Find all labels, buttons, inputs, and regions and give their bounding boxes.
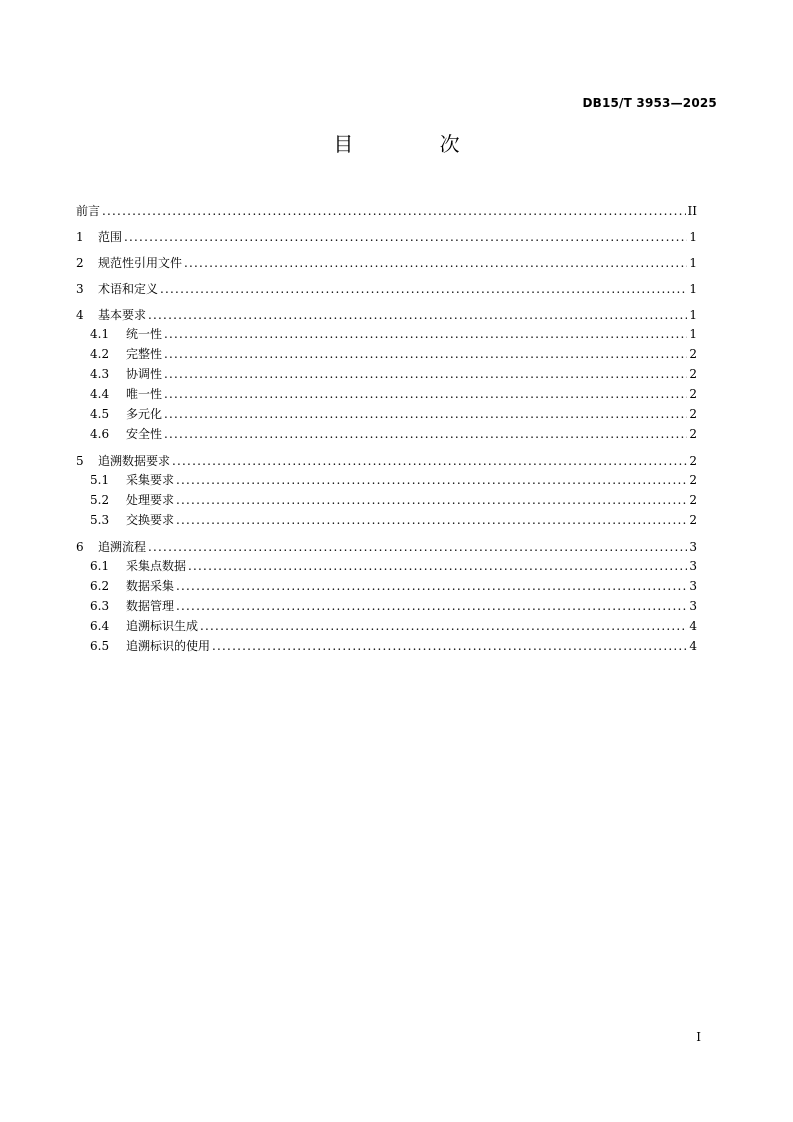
toc-entry-label: 处理要求	[126, 493, 175, 507]
toc-leader-dots	[164, 404, 687, 424]
toc-entry-number: 6	[76, 540, 84, 554]
toc-entry-page: 3	[689, 559, 697, 573]
table-of-contents	[76, 200, 697, 656]
toc-entry-number: 3	[76, 282, 84, 296]
toc-leader-dots	[102, 200, 686, 222]
toc-leader-dots	[176, 596, 687, 616]
toc-entry-number: 6.4	[90, 619, 110, 633]
toc-entry-number: 6.1	[90, 559, 110, 573]
toc-leader-dots	[164, 424, 687, 444]
toc-entry-page: 3	[689, 540, 697, 554]
toc-leader-dots	[176, 576, 687, 596]
toc-entry[interactable]	[76, 364, 697, 384]
toc-leader-dots	[164, 344, 687, 364]
toc-entry-number: 4.4	[90, 387, 110, 401]
toc-leader-dots	[212, 636, 687, 656]
toc-entry-number: 6.5	[90, 639, 110, 653]
toc-entry-label: 协调性	[126, 367, 163, 381]
footer-page-number: I	[696, 1030, 701, 1044]
toc-entry[interactable]	[76, 490, 697, 510]
toc-entry-page: 1	[689, 256, 697, 270]
toc-leader-dots	[176, 490, 687, 510]
toc-entry-label: 采集点数据	[126, 559, 187, 573]
toc-entry[interactable]	[76, 252, 697, 278]
toc-entry-label: 完整性	[126, 347, 163, 361]
toc-entry-label: 安全性	[126, 427, 163, 441]
toc-leader-dots	[164, 384, 687, 404]
toc-entry[interactable]	[76, 470, 697, 490]
toc-leader-dots	[164, 364, 687, 384]
toc-entry[interactable]	[76, 304, 697, 324]
toc-entry-page: 1	[689, 308, 697, 322]
toc-entry[interactable]	[76, 226, 697, 252]
toc-entry-number: 5.3	[90, 513, 110, 527]
toc-entry[interactable]	[76, 536, 697, 556]
toc-entry-label: 交换要求	[126, 513, 175, 527]
toc-entry-number: 5	[76, 454, 84, 468]
toc-entry-label: 唯一性	[126, 387, 163, 401]
toc-entry-label: 追溯标识生成	[126, 619, 199, 633]
toc-leader-dots	[184, 252, 687, 274]
toc-entry[interactable]	[76, 344, 697, 364]
toc-entry-label: 追溯流程	[98, 540, 147, 554]
toc-entry[interactable]	[76, 556, 697, 576]
toc-entry-number: 4.1	[90, 327, 110, 341]
toc-entry-label: 采集要求	[126, 473, 175, 487]
toc-entry[interactable]	[76, 576, 697, 596]
toc-leader-dots	[200, 616, 687, 636]
toc-leader-dots	[164, 324, 687, 344]
toc-leader-dots	[188, 556, 687, 576]
toc-entry[interactable]	[76, 424, 697, 450]
toc-entry-label: 基本要求	[98, 308, 147, 322]
toc-entry[interactable]	[76, 636, 697, 656]
toc-entry-label: 多元化	[126, 407, 163, 421]
toc-entry-number: 6.3	[90, 599, 110, 613]
toc-entry-page: 2	[689, 493, 697, 507]
toc-entry-label: 追溯标识的使用	[126, 639, 211, 653]
toc-leader-dots	[148, 536, 687, 558]
toc-entry-page: 2	[689, 407, 697, 421]
toc-entry[interactable]	[76, 510, 697, 536]
toc-entry-label: 规范性引用文件	[98, 256, 183, 270]
toc-entry[interactable]	[76, 450, 697, 470]
toc-leader-dots	[160, 278, 687, 300]
toc-entry-number: 2	[76, 256, 84, 270]
toc-entry-page: 2	[689, 513, 697, 527]
toc-entry-page: 2	[689, 427, 697, 441]
toc-entry-page: 2	[689, 387, 697, 401]
toc-entry-page: 1	[689, 327, 697, 341]
toc-leader-dots	[176, 470, 687, 490]
toc-entry-page: 4	[689, 619, 697, 633]
toc-entry[interactable]	[76, 278, 697, 304]
toc-entry-page: 4	[689, 639, 697, 653]
toc-entry[interactable]	[76, 404, 697, 424]
toc-entry-label: 数据采集	[126, 579, 175, 593]
toc-entry-number: 1	[76, 230, 84, 244]
toc-entry-page: 3	[689, 579, 697, 593]
toc-leader-dots	[124, 226, 687, 248]
toc-entry-number: 4	[76, 308, 84, 322]
toc-entry-page: 2	[689, 473, 697, 487]
toc-entry[interactable]	[76, 200, 697, 226]
toc-leader-dots	[172, 450, 687, 472]
toc-entry[interactable]	[76, 596, 697, 616]
page-title: 目 次	[333, 132, 500, 156]
toc-entry-page: 2	[689, 367, 697, 381]
toc-entry[interactable]	[76, 616, 697, 636]
toc-entry-number: 4.2	[90, 347, 110, 361]
toc-entry-label: 范围	[98, 230, 123, 244]
toc-entry-label: 前言	[76, 204, 101, 218]
toc-entry-page: 1	[689, 282, 697, 296]
toc-entry-number: 5.1	[90, 473, 110, 487]
toc-entry-number: 5.2	[90, 493, 110, 507]
toc-entry-page: II	[687, 204, 697, 218]
toc-entry-page: 2	[689, 347, 697, 361]
toc-entry-page: 3	[689, 599, 697, 613]
toc-entry[interactable]	[76, 324, 697, 344]
toc-entry[interactable]	[76, 384, 697, 404]
toc-entry-number: 4.5	[90, 407, 110, 421]
toc-entry-number: 4.3	[90, 367, 110, 381]
toc-entry-page: 1	[689, 230, 697, 244]
toc-leader-dots	[176, 510, 687, 530]
toc-entry-label: 数据管理	[126, 599, 175, 613]
toc-entry-label: 术语和定义	[98, 282, 159, 296]
document-code: DB15/T 3953—2025	[582, 96, 717, 110]
toc-leader-dots	[148, 304, 687, 326]
toc-entry-number: 4.6	[90, 427, 110, 441]
toc-entry-label: 统一性	[126, 327, 163, 341]
toc-entry-label: 追溯数据要求	[98, 454, 171, 468]
toc-entry-page: 2	[689, 454, 697, 468]
toc-entry-number: 6.2	[90, 579, 110, 593]
